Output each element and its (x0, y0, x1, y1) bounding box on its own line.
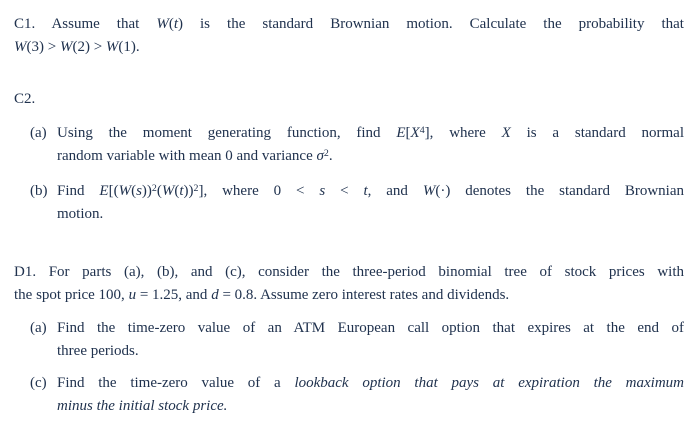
text-segment: < (325, 183, 364, 199)
item-body (57, 180, 684, 226)
problem-d1 (14, 261, 684, 307)
math-italic-segment: E (99, 183, 109, 199)
document-page (14, 13, 684, 428)
problem-c2-label: C2. (14, 91, 36, 107)
text-segment: Find the time-zero value of a (57, 375, 295, 391)
text-line (57, 122, 684, 145)
math-italic-segment: t (179, 183, 184, 199)
text-segment: = 0.8. Assume zero interest rates and dividends. (218, 287, 510, 303)
math-italic-segment: s (319, 183, 326, 199)
math-italic-segment: t (173, 16, 178, 32)
text-line (57, 372, 684, 395)
math-italic-segment: W (59, 39, 73, 55)
text-segment: ], where (424, 125, 502, 141)
math-italic-segment: W (156, 16, 169, 32)
item-marker: (a) (30, 125, 47, 141)
math-italic-segment: W (161, 183, 175, 199)
text-segment: = 1.25, and (136, 287, 212, 303)
item-body (57, 122, 684, 168)
math-superscript: 2 (323, 147, 329, 159)
text-segment: ( (174, 183, 180, 199)
text-segment: ) is the standard Brownian motion. Calculate the probability that (177, 16, 684, 32)
problem-d1-item-a (30, 317, 684, 363)
text-line (57, 340, 684, 363)
math-italic-segment: minus the initial stock price. (57, 398, 228, 414)
math-italic-segment: W (118, 183, 132, 199)
math-superscript: 2 (151, 182, 157, 194)
math-superscript: 4 (419, 124, 425, 136)
text-segment: the spot price 100, (14, 287, 129, 303)
text-line (14, 36, 684, 59)
math-italic-segment: σ (316, 148, 324, 164)
text-line (57, 180, 684, 203)
item-body (57, 317, 684, 363)
math-italic-segment: lookback option that pays at expiration the maximum (294, 375, 684, 391)
item-marker: (b) (30, 183, 48, 199)
problem-d1-item-c (30, 372, 684, 418)
text-segment: Find (57, 183, 100, 199)
item-marker: (c) (30, 375, 47, 391)
text-segment: (·) denotes the standard Brownian (435, 183, 684, 199)
problem-c2-item-b (30, 180, 684, 226)
text-line (57, 395, 684, 418)
math-italic-segment: t (363, 183, 368, 199)
item-marker: (a) (30, 320, 47, 336)
text-segment: (3) > (26, 39, 60, 55)
text-line (57, 145, 684, 168)
text-line (57, 203, 684, 226)
math-italic-segment: W (14, 39, 27, 55)
text-segment: Using the moment generating function, find (57, 125, 397, 141)
text-segment: random variable with mean 0 and variance (57, 148, 317, 164)
math-italic-segment: X (410, 125, 420, 141)
item-body (57, 372, 684, 418)
math-italic-segment: W (422, 183, 436, 199)
text-line (14, 261, 684, 284)
text-segment: (2) > (72, 39, 106, 55)
text-segment: [( (108, 183, 119, 199)
text-segment: ( (131, 183, 137, 199)
math-italic-segment: X (501, 125, 511, 141)
text-segment: Find the time-zero value of an ATM European call option that expires at the end of (57, 320, 684, 336)
text-segment: )) (183, 183, 194, 199)
text-segment: [ (405, 125, 411, 141)
math-italic-segment: u (128, 287, 137, 303)
text-segment: ( (156, 183, 162, 199)
text-segment: C1. Assume that (14, 16, 157, 32)
text-segment: )) (141, 183, 152, 199)
text-line (14, 13, 684, 36)
problem-c1 (14, 13, 684, 59)
math-italic-segment: s (136, 183, 142, 199)
text-segment: is a standard normal (510, 125, 684, 141)
text-line (14, 284, 684, 307)
text-segment: ], where 0 < (198, 183, 320, 199)
text-segment: , and (367, 183, 423, 199)
text-segment: motion. (57, 206, 104, 222)
math-italic-segment: E (396, 125, 406, 141)
problem-c2-item-a (30, 122, 684, 168)
text-line (57, 317, 684, 340)
text-segment: three periods. (57, 343, 139, 359)
math-superscript: 2 (193, 182, 199, 194)
text-segment: D1. For parts (a), (b), and (c), consider the three-period binomial tree of stock prices with (14, 264, 684, 280)
text-segment: (1). (118, 39, 140, 55)
text-segment: . (328, 148, 333, 164)
text-segment: ( (168, 16, 174, 32)
math-italic-segment: W (105, 39, 119, 55)
math-italic-segment: d (211, 287, 219, 303)
